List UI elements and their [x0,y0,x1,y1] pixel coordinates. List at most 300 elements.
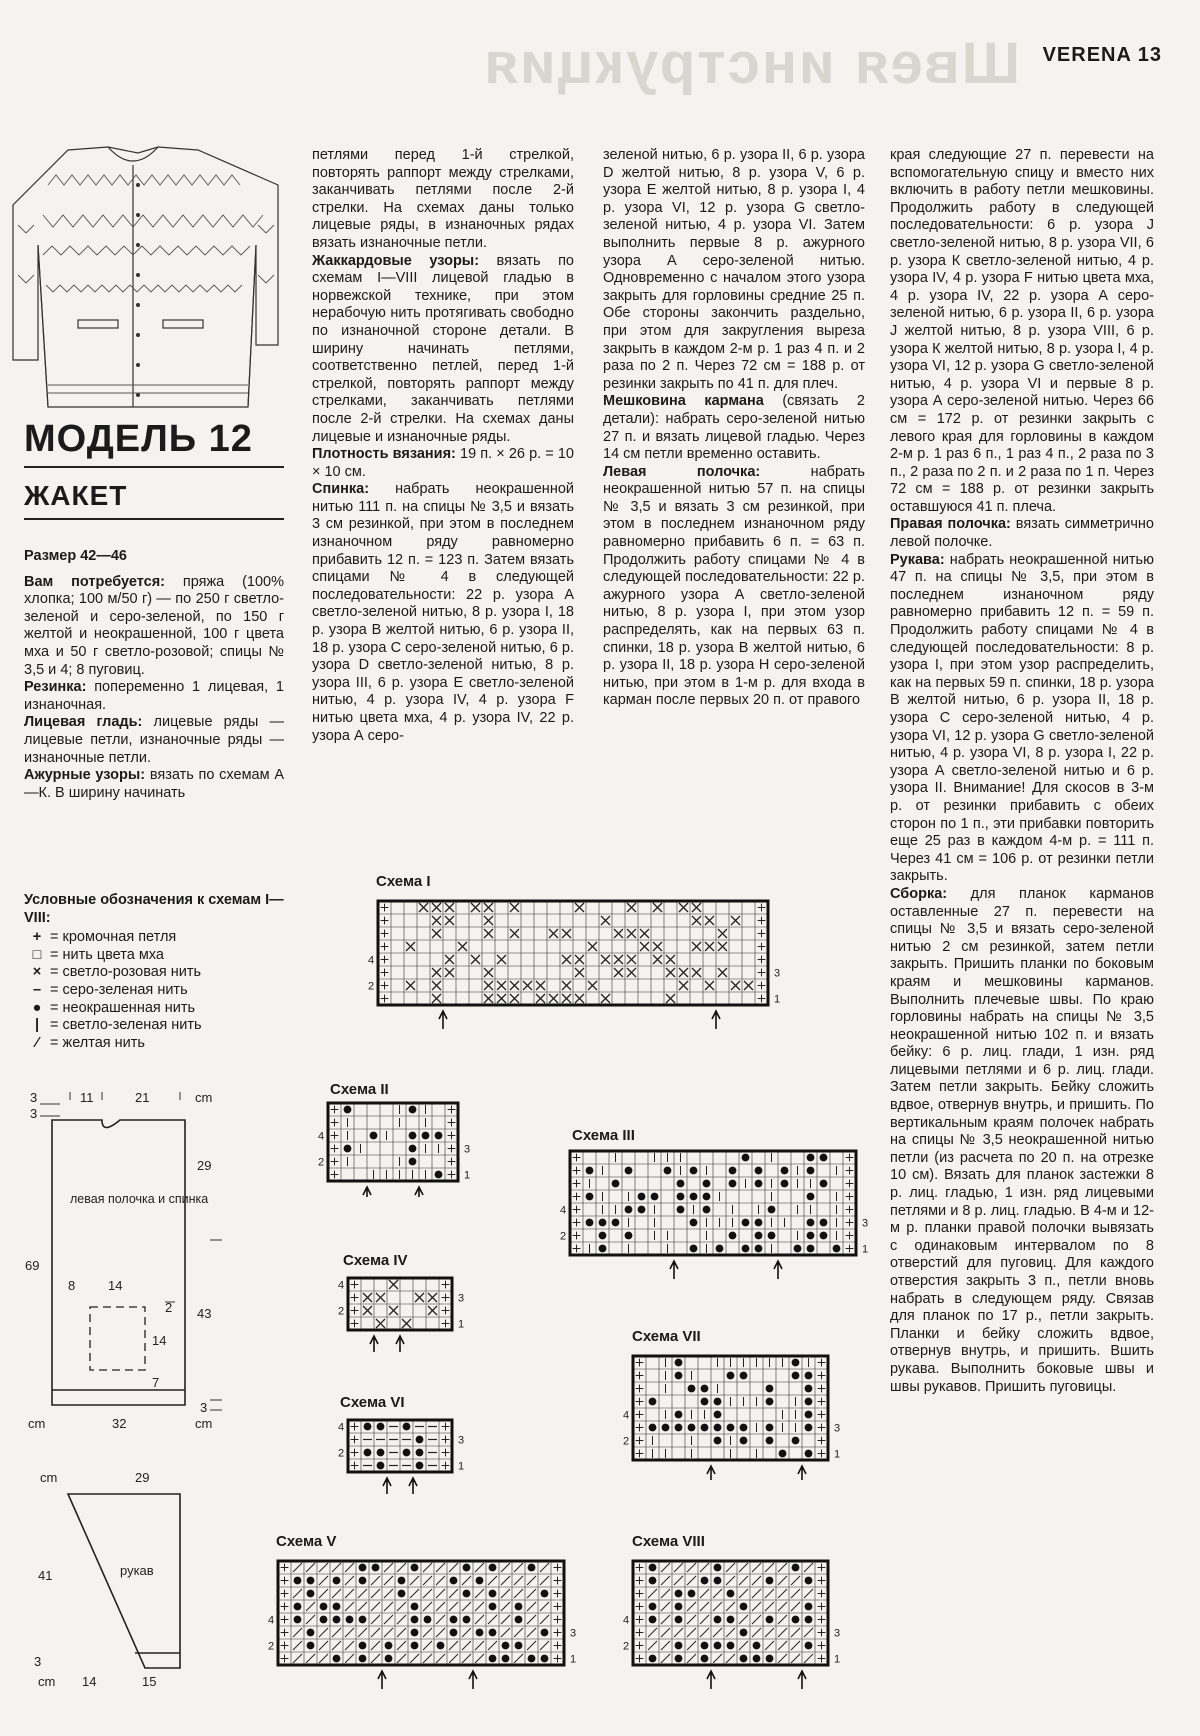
undyed-stitch-mark [411,1564,419,1572]
yellow-stitch-mark [384,1602,393,1611]
undyed-stitch-mark [333,1603,341,1611]
undyed-stitch-mark [675,1411,683,1419]
yellow-stitch-mark [674,1576,683,1585]
undyed-stitch-mark [320,1603,328,1611]
dim-8: 8 [68,1278,76,1293]
undyed-stitch-mark [755,1232,763,1240]
pink-stitch-mark [510,903,519,912]
pink-stitch-mark [432,929,441,938]
yellow-stitch-mark [345,1589,354,1598]
undyed-stitch-mark [766,1385,774,1393]
yellow-stitch-mark [778,1576,787,1585]
undyed-stitch-mark [766,1577,774,1585]
page-header [1043,44,1162,67]
yellow-stitch-mark [423,1576,432,1585]
stockinette-paragraph [24,714,284,767]
sleeve-pattern-diagram [20,1468,240,1693]
yellow-stitch-mark [752,1576,761,1585]
legend-title: Условные обозначения к схемам I—VIII: [24,892,284,926]
schema-1-grid [360,895,830,1035]
repeat-arrow-icon [707,1671,715,1689]
yellow-stitch-mark [332,1563,341,1572]
sleeve-label: рукав [120,1563,154,1578]
undyed-stitch-mark [833,1245,841,1253]
yellow-stitch-mark [739,1576,748,1585]
yellow-stitch-mark [345,1576,354,1585]
undyed-stitch-mark [586,1167,594,1175]
undyed-stitch-mark [528,1655,536,1663]
pink-stitch-mark [484,994,493,1003]
col2-text-2: 19 п. × 26 р. = 10 × 10 см. [312,446,574,480]
pink-stitch-mark [497,981,506,990]
yellow-stitch-mark [293,1654,302,1663]
yellow-stitch-mark [765,1563,774,1572]
undyed-stitch-mark [450,1577,458,1585]
schema-2-title: Схема II [330,1081,389,1098]
undyed-stitch-mark [766,1655,774,1663]
yellow-stitch-mark [436,1654,445,1663]
undyed-stitch-mark [664,1167,672,1175]
undyed-stitch-mark [528,1564,536,1572]
repeat-arrow-icon [396,1336,404,1352]
column-2 [312,147,574,745]
pink-stitch-mark [614,968,623,977]
yellow-stitch-mark [713,1589,722,1598]
undyed-stitch-mark [740,1424,748,1432]
yellow-stitch-mark [540,1602,549,1611]
row-number: 4 [338,1279,345,1292]
row-number: 1 [570,1653,577,1666]
yellow-stitch-mark [501,1576,510,1585]
legend-item: ● = неокрашенная нить [24,1000,294,1018]
assembly-label: Сборка: [890,885,948,902]
yellow-stitch-mark [319,1576,328,1585]
undyed-stitch-mark [625,1167,633,1175]
pink-stitch-mark [536,994,545,1003]
yellow-stitch-mark [648,1641,657,1650]
col2-para-2 [312,446,574,481]
row-number: 3 [774,967,781,980]
undyed-stitch-mark [307,1629,315,1637]
undyed-stitch-mark [792,1437,800,1445]
yellow-stitch-mark [345,1628,354,1637]
yellow-stitch-mark [449,1602,458,1611]
yellow-stitch-mark [436,1563,445,1572]
pink-stitch-mark [432,968,441,977]
sleeve-dim-3: 3 [34,1654,42,1669]
repeat-arrow-icon [370,1336,378,1352]
undyed-stitch-mark [377,1462,385,1470]
legend-label: кромочная петля [62,929,177,946]
schema-1-title: Схема I [376,873,431,890]
yellow-stitch-mark [462,1628,471,1637]
yellow-stitch-mark [514,1563,523,1572]
yellow-stitch-mark [726,1576,735,1585]
repeat-arrow-icon [439,1011,447,1029]
pink-stitch-mark [692,916,701,925]
magazine-name: VERENA [1042,44,1132,66]
legend-label: желтая нить [62,1034,145,1051]
undyed-stitch-mark [409,1145,417,1153]
pink-stitch-mark [705,916,714,925]
yellow-stitch-mark [674,1628,683,1637]
pink-stitch-mark [406,942,415,951]
yellow-stitch-mark [384,1615,393,1624]
undyed-stitch-mark [807,1167,815,1175]
undyed-stitch-mark [781,1167,789,1175]
yellow-stitch-mark [371,1602,380,1611]
undyed-stitch-mark [755,1219,763,1227]
yellow-stitch-mark [449,1589,458,1598]
yellow-stitch-mark [778,1602,787,1611]
col4-para-3 [890,886,1154,1396]
yellow-stitch-mark [371,1615,380,1624]
pink-stitch-mark [666,994,675,1003]
pink-stitch-mark [484,903,493,912]
yellow-stitch-mark [410,1589,419,1598]
yellow-stitch-mark [462,1641,471,1650]
col3-text-2: набрать неокрашенной нитью 57 п. на спицы № 3,5 и вязать 3 см резинкой, при этом в последнем изнаночном ряду равномерно прибавить 6 п. = 63 п. Продолжить работу спицами № 4 в следующей последовательности: 22 р. ажурного узора А светло-зеленой нитью, 8 р. узора I, при этом узор распределять, как на первых 63 п. спинки, 18 р. узора В желтой нитью, 6 р. узора II, 18 р. узора Н серо-зеленой нитью, при этом в 1-м р. для входа в карман после первых 20 п. от правого [603,463,865,709]
yellow-stitch-mark [475,1615,484,1624]
pink-stitch-mark [666,968,675,977]
undyed-stitch-mark [372,1564,380,1572]
undyed-stitch-mark [346,1616,354,1624]
col3-text-1: (связать 2 детали): набрать серо-зеленой нитью 27 п. и вязать лицевой гладью. Через 14 см петли временно оставить. [603,393,865,463]
column-4 [890,147,1154,1396]
undyed-stitch-mark [766,1437,774,1445]
pink-stitch-mark [718,968,727,977]
grid-lines [348,1420,452,1472]
undyed-stitch-mark [409,1106,417,1114]
repeat-arrow-icon [409,1478,417,1494]
yellow-stitch-mark [384,1628,393,1637]
yellow-stitch-mark [514,1628,523,1637]
size-label: Размер 42—46 [24,548,128,564]
yellow-stitch-mark [306,1654,315,1663]
yellow-stitch-mark [778,1654,787,1663]
legend-item: ⁄ = желтая нить [24,1035,294,1053]
schema-3-grid [550,1145,870,1295]
undyed-stitch-mark [675,1590,683,1598]
col3-para-1 [603,393,865,463]
repeat-arrow-icon [798,1466,806,1480]
yellow-stitch-mark [358,1628,367,1637]
yellow-stitch-mark [371,1641,380,1650]
col4-para-0 [890,147,1154,516]
undyed-stitch-mark [675,1424,683,1432]
pink-stitch-mark [432,903,441,912]
undyed-stitch-mark [398,1577,406,1585]
undyed-stitch-mark [740,1629,748,1637]
schema-7-title: Схема VII [632,1328,701,1345]
schema-4-title: Схема IV [343,1252,408,1269]
yellow-stitch-mark [661,1589,670,1598]
pink-stitch-mark [536,981,545,990]
row-number: 1 [834,1448,841,1461]
undyed-stitch-mark [370,1132,378,1140]
undyed-stitch-mark [805,1616,813,1624]
yellow-stitch-mark [410,1654,419,1663]
pink-stitch-mark [627,955,636,964]
yellow-stitch-mark [752,1589,761,1598]
yellow-stitch-mark [661,1602,670,1611]
undyed-stitch-mark [437,1642,445,1650]
undyed-stitch-mark [599,1219,607,1227]
undyed-stitch-mark [403,1449,411,1457]
undyed-stitch-mark [476,1629,484,1637]
yellow-stitch-mark [540,1576,549,1585]
undyed-stitch-mark [714,1642,722,1650]
undyed-stitch-mark [489,1603,497,1611]
yellow-stitch-mark [319,1589,328,1598]
pink-stitch-mark [445,955,454,964]
yellow-stitch-mark [661,1654,670,1663]
pink-stitch-mark [471,903,480,912]
yellow-stitch-mark [700,1628,709,1637]
undyed-stitch-mark [727,1424,735,1432]
yellow-stitch-mark [527,1602,536,1611]
pink-stitch-mark [653,942,662,951]
undyed-stitch-mark [359,1642,367,1650]
pink-stitch-mark [484,916,493,925]
yellow-stitch-mark [475,1654,484,1663]
undyed-stitch-mark [638,1206,646,1214]
undyed-stitch-mark [541,1590,549,1598]
undyed-stitch-mark [714,1616,722,1624]
repeat-arrow-icon [383,1478,391,1494]
undyed-stitch-mark [729,1180,737,1188]
pink-stitch-mark [601,994,610,1003]
undyed-stitch-mark [416,1449,424,1457]
undyed-stitch-mark [649,1424,657,1432]
yellow-stitch-mark [700,1615,709,1624]
pink-stitch-mark [627,929,636,938]
pink-stitch-mark [510,994,519,1003]
yellow-stitch-mark [778,1563,787,1572]
yellow-stitch-mark [475,1589,484,1598]
pink-stitch-mark [432,994,441,1003]
yellow-stitch-mark [778,1589,787,1598]
yellow-stitch-mark [739,1589,748,1598]
yellow-stitch-mark [514,1576,523,1585]
repeat-arrow-icon [712,1011,720,1029]
undyed-stitch-mark [385,1642,393,1650]
pink-stitch-mark [432,916,441,925]
pink-stitch-mark [458,942,467,951]
model-subtitle: ЖАКЕТ [24,480,128,511]
row-number: 3 [862,1217,869,1230]
size-paragraph [24,548,284,566]
undyed-stitch-mark [649,1577,657,1585]
undyed-stitch-mark [805,1603,813,1611]
yellow-stitch-mark [700,1563,709,1572]
yellow-stitch-mark [765,1641,774,1650]
undyed-stitch-mark [675,1642,683,1650]
pink-stitch-mark [415,1293,424,1302]
undyed-stitch-mark [377,1423,385,1431]
yellow-stitch-mark [462,1576,471,1585]
col4-text-3: для планок карманов оставленные 27 п. перевести на спицы № 3,5 и вязать серо-зеленой нитью 2 см резинкой, затем петли закрыть. Пришить планки по боковым краям и мешковины карманов. Выполнить плечевые швы. По краю горловины набрать на спицы № 3,5 неокрашенной нитью 102 п. и вязать бейку: 6 р. лиц. глади, 1 изн. ряд лицевыми петлями и 6 р. лиц. глади. Затем петли закрыть. Бейку сложить вдвое, отвернув внутрь, и пришить. По вертикальным краям полочек набрать на спицы № 3,5 неокрашенной нитью петли (из расчета по 20 п. на отрезке 10 см). Вязать для планок застежки 8 р. лиц. гладью, 1 изн. ряд лицевыми петлями и 8 р. лиц. гладью. В 4-м и 12-м р. планки правой полочки вывязать с одинаковым интервалом по 8 отверстий для пуговиц. Для каждого отверстия закрыть 3 п., петли вновь набрать в следующем ряду. Связав для планок по 17 р., петли закрыть. Планки и бейку сложить вдвое, отвернув внутрь, и пришить. Вшить рукава. Выполнить боковые швы и швы рукавов. Пришить пуговицы. [890,885,1154,1395]
yellow-stitch-mark [462,1654,471,1663]
legend-item: – = серо-зеленая нить [24,982,294,1000]
yellow-stitch-mark [423,1628,432,1637]
legend-item: | = светло-зеленая нить [24,1017,294,1035]
undyed-stitch-mark [753,1655,761,1663]
yellow-stitch-mark [293,1641,302,1650]
undyed-stitch-mark [714,1424,722,1432]
undyed-stitch-mark [612,1219,620,1227]
undyed-stitch-mark [344,1145,352,1153]
dim-top-left-2: 3 [30,1106,38,1121]
pink-stitch-mark [376,1293,385,1302]
pink-stitch-mark [588,981,597,990]
undyed-stitch-mark [807,1245,815,1253]
undyed-stitch-mark [649,1398,657,1406]
col4-para-2 [890,552,1154,886]
yellow-stitch-mark [726,1602,735,1611]
right-front-label: Правая полочка: [890,516,1011,533]
undyed-stitch-mark [463,1590,471,1598]
pink-stitch-mark [692,968,701,977]
yellow-stitch-mark [449,1641,458,1650]
pink-stitch-mark [445,968,454,977]
pocket-outline [90,1307,145,1370]
undyed-stitch-mark [807,1232,815,1240]
yellow-stitch-mark [319,1641,328,1650]
undyed-stitch-mark [364,1449,372,1457]
undyed-stitch-mark [768,1232,776,1240]
sleeves-label: Рукава: [890,551,945,568]
undyed-stitch-mark [729,1232,737,1240]
undyed-stitch-mark [344,1106,352,1114]
undyed-stitch-mark [742,1154,750,1162]
undyed-stitch-mark [411,1616,419,1624]
yellow-stitch-mark [501,1602,510,1611]
lace-paragraph [24,767,284,802]
undyed-stitch-mark [805,1450,813,1458]
undyed-stitch-mark [422,1132,430,1140]
yellow-stitch-mark [791,1576,800,1585]
undyed-stitch-mark [690,1167,698,1175]
back-label: Спинка: [312,481,370,498]
yellow-stitch-mark [661,1615,670,1624]
undyed-stitch-mark [701,1398,709,1406]
row-number: 2 [623,1640,630,1653]
left-front-label: Левая полочка: [603,463,761,480]
yellow-stitch-mark [293,1589,302,1598]
pink-stitch-mark [549,994,558,1003]
yellow-stitch-mark [726,1628,735,1637]
pink-stitch-mark [389,1280,398,1289]
yellow-stitch-mark [332,1628,341,1637]
yellow-stitch-mark [410,1576,419,1585]
undyed-stitch-mark [714,1577,722,1585]
grid-lines [328,1103,458,1181]
undyed-stitch-mark [409,1158,417,1166]
undyed-stitch-mark [703,1193,711,1201]
undyed-stitch-mark [740,1655,748,1663]
sleeve-dim-41: 41 [38,1568,53,1583]
undyed-stitch-mark [489,1655,497,1663]
pink-stitch-mark [614,955,623,964]
yellow-stitch-mark [540,1615,549,1624]
undyed-stitch-mark [805,1424,813,1432]
yellow-stitch-mark [661,1628,670,1637]
legend-label: серо-зеленая нить [62,981,188,998]
yellow-stitch-mark [514,1654,523,1663]
yellow-stitch-mark [687,1615,696,1624]
sleeve-dim-unit: cm [40,1470,58,1485]
row-number: 4 [338,1421,345,1434]
col2-para-0 [312,147,574,253]
pink-stitch-mark [432,981,441,990]
yellow-stitch-mark [436,1589,445,1598]
yellow-stitch-mark [687,1602,696,1611]
dim-top-left: 3 [30,1090,38,1105]
undyed-stitch-mark [435,1171,443,1179]
pink-stitch-mark [484,968,493,977]
pink-stitch-mark [744,981,753,990]
yellow-stitch-mark [527,1641,536,1650]
pocket-label: Мешковина кармана [603,393,764,410]
legend-item: □ = нить цвета мха [24,947,294,965]
col2-text-0: петлями перед 1-й стрелкой, повторять раппорт между стрелками, заканчивать петлями после 2-й стрелки. На схемах даны только лицевые ряды, в изнаночных рядах вязать изнаночные петли. [312,147,574,251]
yellow-stitch-mark [397,1641,406,1650]
pink-symbol: × [32,964,42,981]
yellow-stitch-mark [501,1589,510,1598]
undyed-stitch-mark [690,1219,698,1227]
yellow-stitch-mark [804,1563,813,1572]
undyed-stitch-mark [599,1232,607,1240]
undyed-stitch-mark [805,1642,813,1650]
undyed-stitch-mark [307,1590,315,1598]
col2-para-3 [312,481,574,745]
yellow-stitch-mark [397,1563,406,1572]
yellow-stitch-mark [687,1576,696,1585]
yellow-stitch-mark [345,1641,354,1650]
yellow-stitch-mark [488,1576,497,1585]
dim-32: 32 [112,1416,127,1431]
undyed-stitch-mark [307,1642,315,1650]
undyed-stitch-mark [794,1245,802,1253]
undyed-stitch-mark [740,1372,748,1380]
yellow-stitch-mark [791,1641,800,1650]
pink-stitch-mark [601,955,610,964]
undyed-stitch-mark [807,1154,815,1162]
rib-label: Резинка: [24,679,87,696]
undyed-stitch-mark [740,1603,748,1611]
row-number: 4 [623,1614,630,1627]
chart-legend [24,892,294,1052]
undyed-stitch-mark [364,1423,372,1431]
moss-symbol: □ [32,946,42,963]
body-label: левая полочка и спинка [70,1192,209,1206]
undyed-stitch-mark [638,1193,646,1201]
yellow-stitch-mark [345,1602,354,1611]
undyed-stitch-mark [805,1372,813,1380]
sleeve-outline [68,1494,180,1668]
yellow-stitch-mark [778,1628,787,1637]
yellow-stitch-mark [423,1641,432,1650]
undyed-stitch-mark [820,1219,828,1227]
undyed-stitch-mark [755,1245,763,1253]
repeat-arrow-icon [363,1187,371,1197]
dim-43: 43 [197,1306,212,1321]
yellow-stitch-mark [293,1563,302,1572]
lace-text: вязать по схемам А—К. В ширину начинать [24,767,284,801]
undyed-stitch-mark [792,1372,800,1380]
yellow-stitch-mark [423,1589,432,1598]
